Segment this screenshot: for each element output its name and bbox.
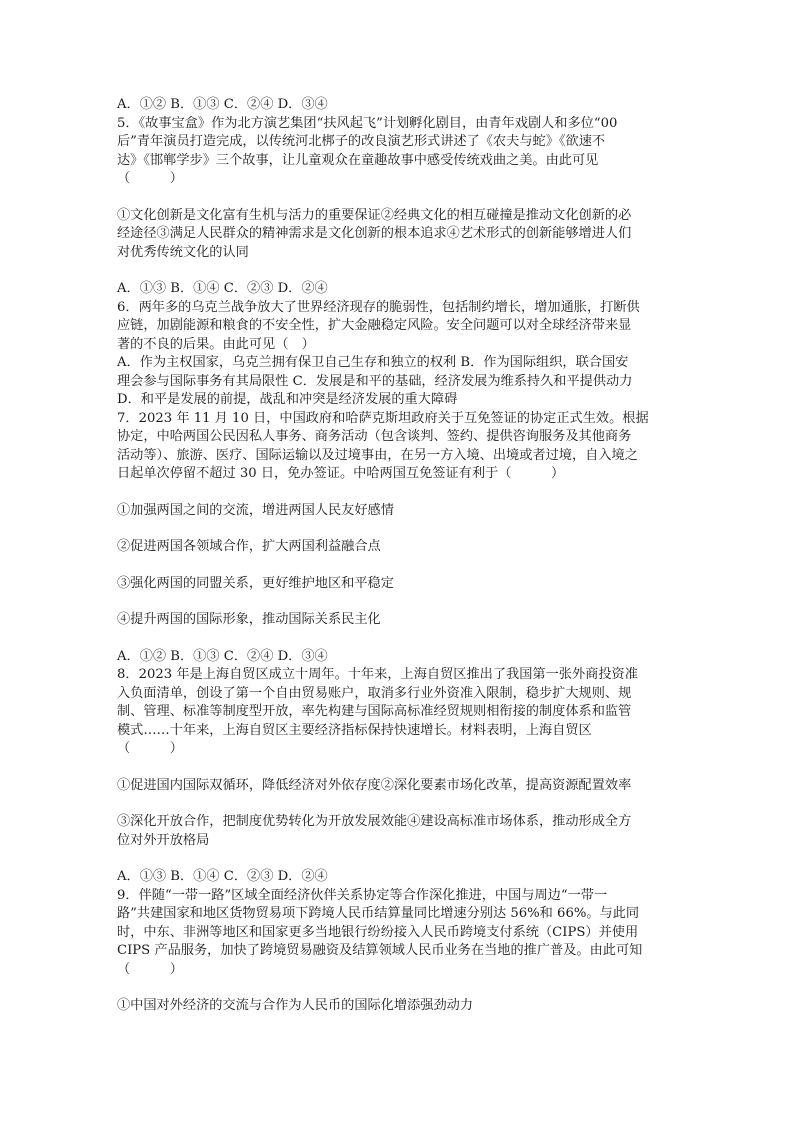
text-line: 应链，加剧能源和粮食的不安全性，扩大金融稳定风险。安全问题可以对全球经济带来显: [117, 318, 632, 333]
paragraph: [117, 868, 677, 887]
paragraph: [117, 96, 677, 115]
text-line: 6．两年多的乌克兰战争放大了世界经济现存的脆弱性，包括制约增长，增加通胀，打断供: [117, 299, 640, 315]
text-line: CIPS 产品服务，加快了跨境贸易融资及结算领域人民币业务在当地的推广普及。由此可知: [117, 943, 643, 958]
text-line: 协定，中哈两国公民因私人事务、商务活动（包含谈判、签约、提供咨询服务及其他商务: [117, 429, 632, 444]
text-line: A．①③ B．①④ C．②③ D．②④: [117, 281, 328, 296]
text-line: 经途径③满足人民群众的精神需求是文化创新的根本追求④艺术形式的创新能够增进人们: [117, 226, 632, 241]
text-line: 位对外开放格局: [117, 832, 210, 848]
paragraph: [117, 648, 677, 667]
text-line: A．①② B．①③ C．②④ D．③④: [117, 97, 328, 112]
text-line: 日起单次停留不超过 30 日，免办签证。中哈两国互免签证有利于（ ）: [117, 466, 565, 481]
text-line: 理会参与国际事务有其局限性 C．发展是和平的基础，经济发展为维系持久和平提供动力: [117, 373, 633, 389]
paragraph-gap: [117, 189, 677, 207]
paragraph-gap: [117, 520, 677, 538]
text-line: （ ）: [117, 171, 183, 186]
paragraph: [117, 575, 677, 594]
paragraph-gap: [117, 630, 677, 648]
text-line: ③强化两国的同盟关系，更好维护地区和平稳定: [117, 575, 394, 591]
text-line: ②促进两国各领域合作，扩大两国利益融合点: [117, 539, 381, 554]
paragraph-gap: [117, 484, 677, 502]
text-line: 制、管理、标准等制度型开放，率先构建与国际高标准经贸规则相衔接的制度体系和监管: [117, 704, 632, 719]
text-line: ①中国对外经济的交流与合作为人民币的国际化增添强劲动力: [117, 998, 474, 1013]
text-line: （ ）: [117, 741, 183, 756]
text-line: ③深化开放合作，把制度优势转化为开放发展效能④建设高标准市场体系，推动形成全方: [117, 814, 632, 829]
text-line: A．①③ B．①④ C．②③ D．②④: [117, 869, 328, 884]
text-line: 达》《邯郸学步》三个故事，让儿童观众在童趣故事中感受传统戏曲之美。由此可见: [117, 152, 599, 168]
paragraph: [117, 813, 677, 850]
paragraph-gap: [117, 759, 677, 777]
paragraph-gap: [117, 979, 677, 997]
text-line: 入负面清单，创设了第一个自由贸易账户，取消多行业外资准入限制，稳步扩大规则、规: [117, 685, 632, 701]
paragraph: [117, 997, 677, 1016]
paragraph: [117, 115, 677, 189]
paragraph: [117, 611, 677, 630]
paragraph-gap: [117, 795, 677, 813]
text-line: A．作为主权国家，乌克兰拥有保卫自己生存和独立的权利 B．作为国际组织，联合国安: [117, 355, 629, 370]
text-line: ①文化创新是文化富有生机与活力的重要保证②经典文化的相互碰撞是推动文化创新的必: [117, 207, 632, 223]
paragraph-gap: [117, 557, 677, 575]
text-line: A．①② B．①③ C．②④ D．③④: [117, 648, 328, 664]
text-line: 7．2023 年 11 月 10 日，中国政府和哈萨克斯坦政府关于互免签证的协定正式生效。根据: [117, 410, 649, 426]
text-line: ①促进国内国际双循环，降低经济对外依存度②深化要素市场化改革，提高资源配置效率: [117, 777, 632, 793]
paragraph: [117, 887, 677, 980]
paragraph-gap: [117, 593, 677, 611]
text-line: 模式……十年来，上海自贸区主要经济指标保持快速增长。材料表明，上海自贸区: [117, 722, 592, 738]
text-line: 对优秀传统文化的认同: [117, 244, 249, 260]
text-line: 路”共建国家和地区货物贸易项下跨境人民币结算量同比增速分别达 56%和 66%。与此同: [117, 906, 640, 921]
text-line: 时，中东、非洲等地区和国家更多当地银行纷纷接入人民币跨境支付系统（CIPS）并使用: [117, 924, 639, 940]
paragraph: [117, 280, 677, 299]
text-line: D．和平是发展的前提，战乱和冲突是经济发展的重大障碍: [117, 392, 458, 407]
text-line: 9．伴随“一带一路”区域全面经济伙伴关系协定等合作深化推进，中国与周边“一带一: [117, 887, 608, 903]
paragraph: [117, 207, 677, 263]
paragraph: [117, 299, 677, 410]
paragraph: [117, 777, 677, 796]
text-line: ④提升两国的国际形象，推动国际关系民主化: [117, 612, 381, 627]
paragraph: [117, 666, 677, 759]
paragraph-gap: [117, 262, 677, 280]
paragraph: [117, 502, 677, 521]
text-line: 著的不良的后果。由此可见（ ）: [117, 336, 315, 352]
text-line: 后”青年演员打造完成，以传统河北梆子的改良演艺形式讲述了《农夫与蛇》《欲速不: [117, 134, 606, 149]
text-line: 5．《故事宝盒》作为北方演艺集团“扶风起飞”计划孵化剧目，由青年戏剧人和多位“00: [117, 115, 618, 131]
text-line: （ ）: [117, 961, 183, 977]
text-line: ①加强两国之间的交流，增进两国人民友好感情: [117, 502, 394, 518]
paragraph-gap: [117, 850, 677, 868]
paragraph: [117, 410, 677, 484]
paragraph: [117, 538, 677, 557]
document-page: [117, 96, 677, 1016]
text-line: 8．2023 年是上海自贸区成立十周年。十年来，上海自贸区推出了我国第一张外商投资准: [117, 667, 638, 682]
text-line: 活动等）、旅游、医疗、国际运输以及过境事由，在另一方入境、出境或者过境，自入境之: [117, 447, 638, 463]
